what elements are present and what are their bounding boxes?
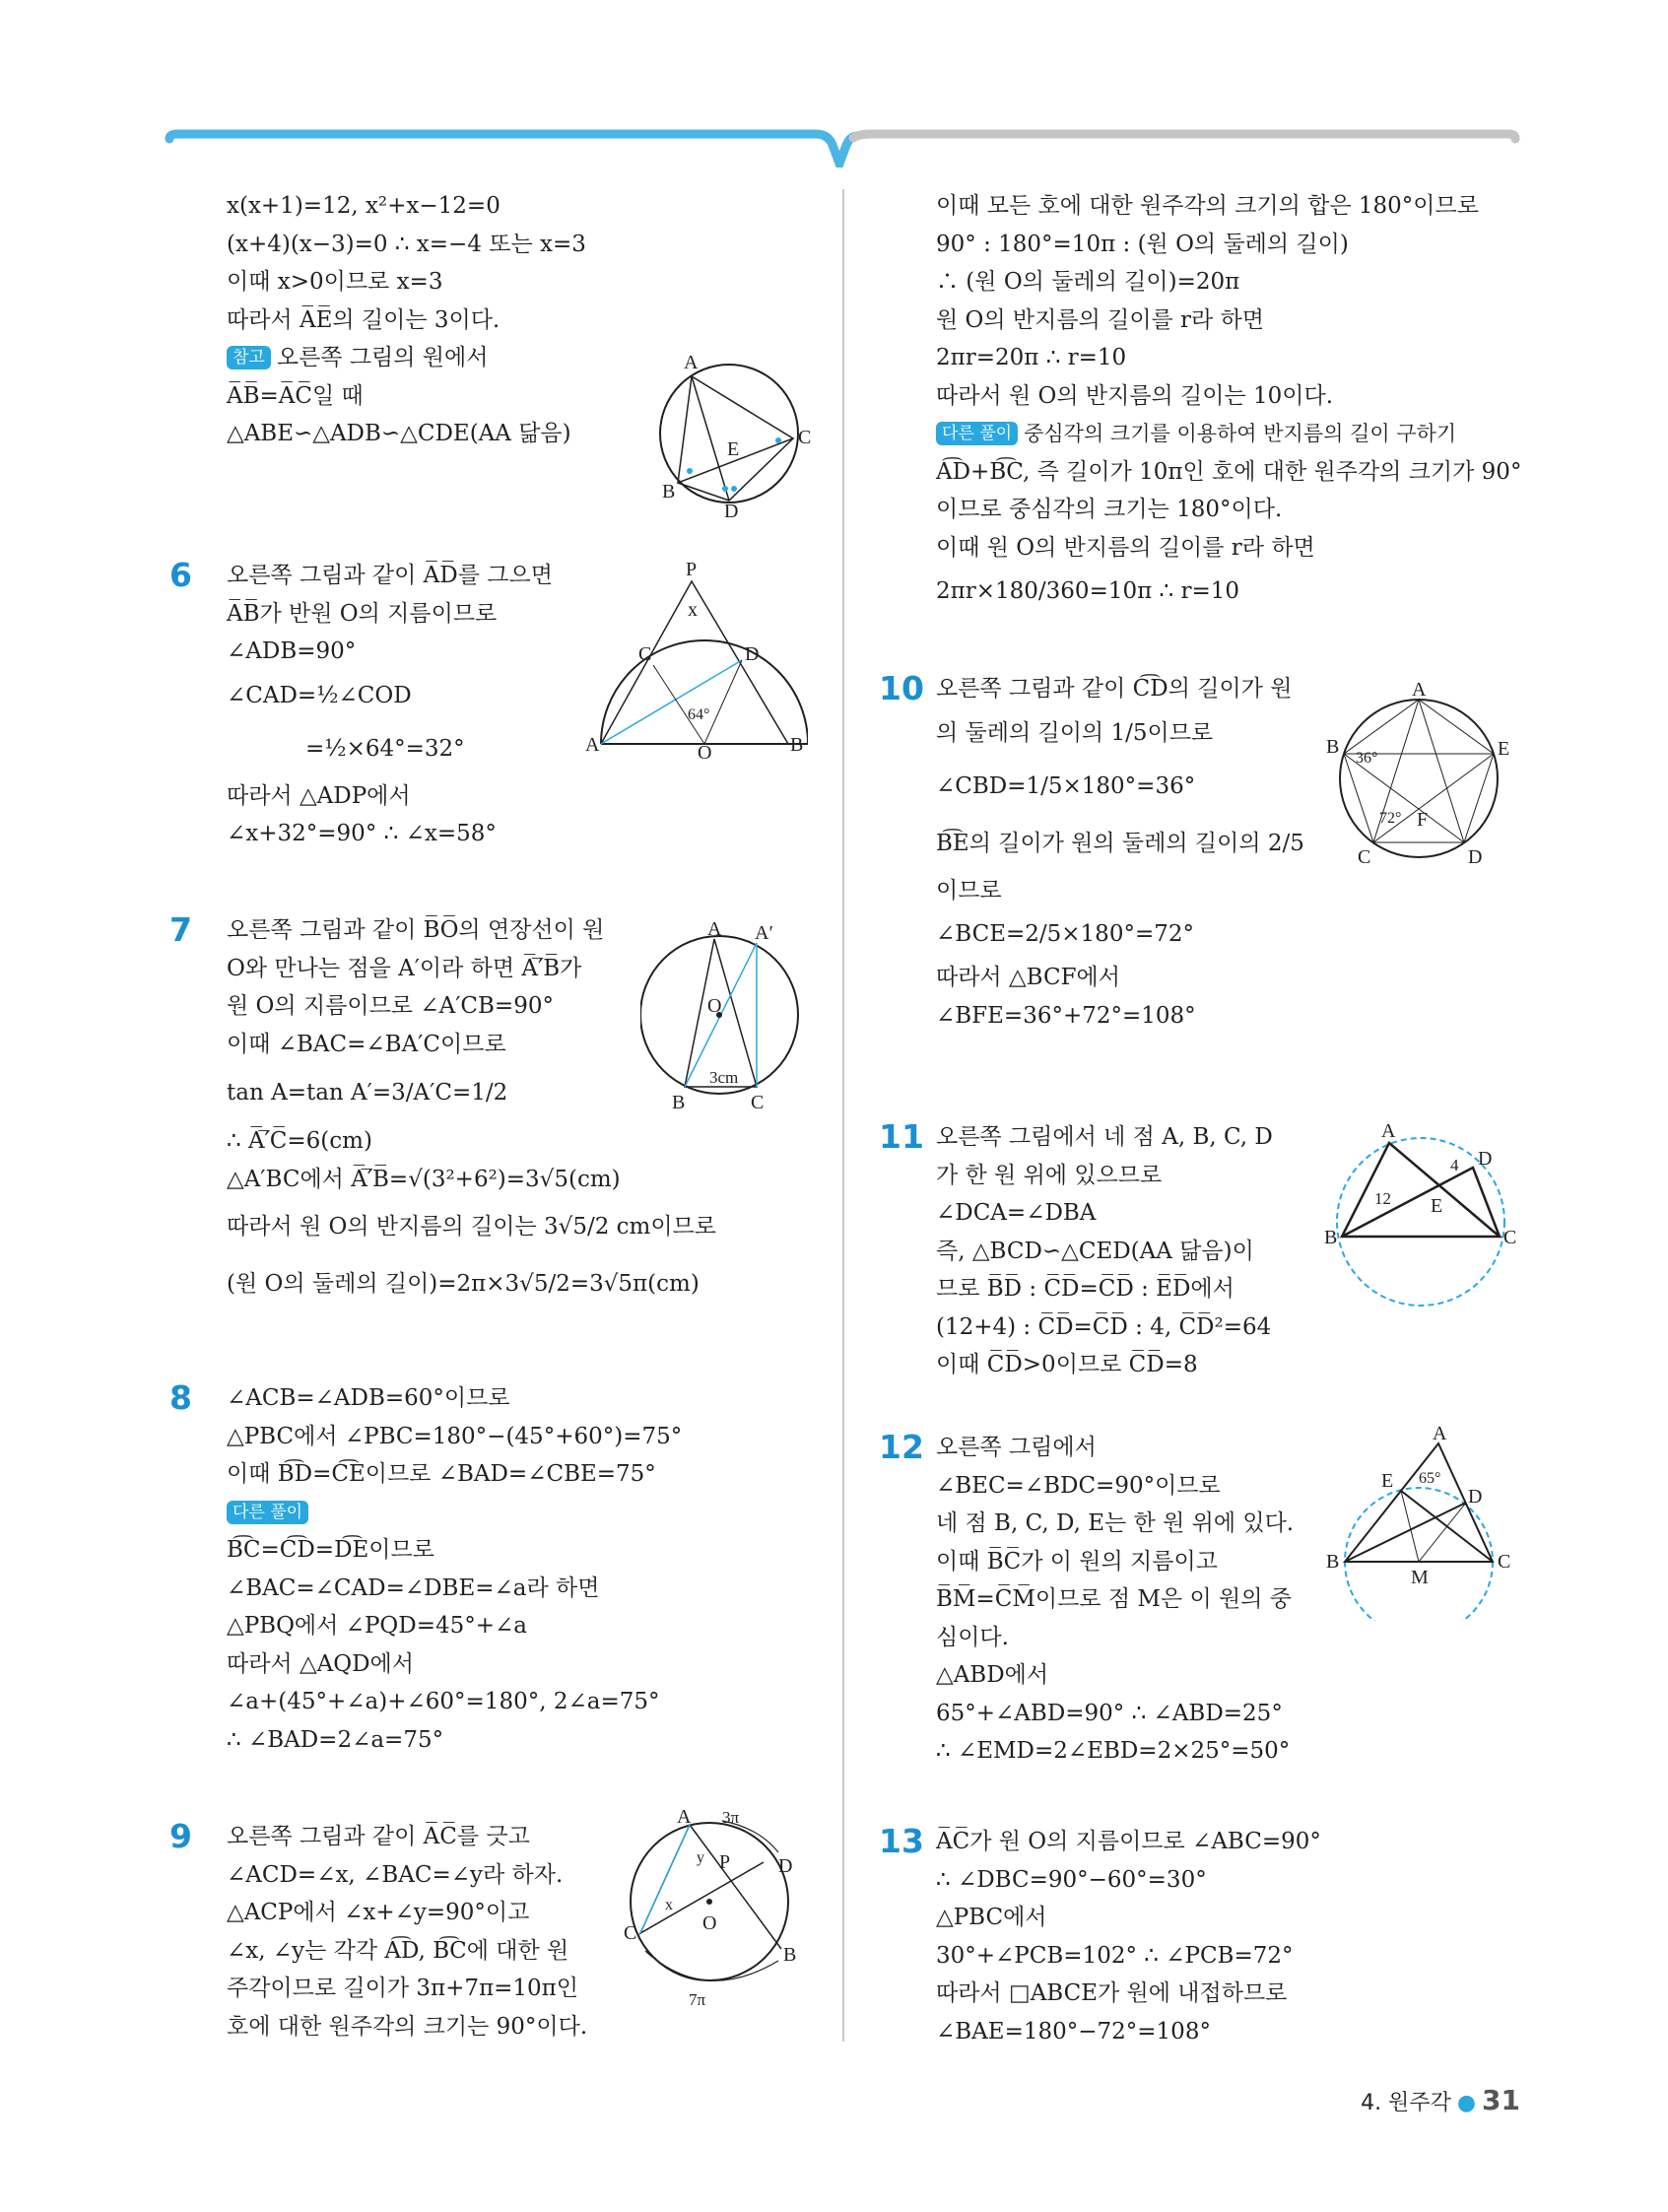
problem-12: [879, 1428, 1295, 1771]
text-line: ∠ACB=∠ADB=60°이므로: [227, 1385, 510, 1411]
text-line: 30°+∠PCB=102° ∴ ∠PCB=72°: [936, 1942, 1294, 1969]
text-line: 따라서 △BCF에서: [936, 965, 1120, 990]
fig-label: A′: [755, 922, 773, 944]
fig-label: 3cm: [709, 1068, 739, 1087]
text-line: (x+4)(x−3)=0 ∴ x=−4 또는 x=3: [227, 231, 586, 257]
text-line: ∠BAE=180°−72°=108°: [936, 2018, 1211, 2044]
text-line: ∴ (원 O의 둘레의 길이)=20π: [936, 269, 1240, 295]
fig-label: A: [1381, 1120, 1396, 1142]
text-line: 오른쪽 그림과 같이 A̅C̅를 긋고: [227, 1824, 530, 1849]
alt-solution-tag: 다른 풀이: [227, 1501, 308, 1524]
fig-label: C: [1358, 846, 1371, 868]
fig-label: B: [783, 1944, 797, 1966]
fig-label: O: [702, 1912, 717, 1934]
text-line: 즉, △BCD∽△CED(AA 닮음)이: [936, 1238, 1254, 1264]
text-line: 호에 대한 원주각의 크기는 90°이다.: [227, 2013, 588, 2040]
fig-label: 7π: [689, 1990, 706, 2009]
fig-label: D: [724, 501, 739, 517]
text-line: 이때 B̅C̅가 이 원의 지름이고: [936, 1548, 1218, 1575]
text-line: 이때 원 O의 반지름의 길이를 r라 하면: [936, 534, 1315, 561]
text-line: B̅M̅=C̅M̅이므로 점 M은 이 원의 중: [936, 1586, 1292, 1612]
fig-label: x: [688, 599, 698, 621]
problem-13: [879, 1822, 1321, 2050]
note-tag: 참고: [227, 346, 271, 369]
problem-number: 12: [879, 1428, 924, 1466]
problem-number: 7: [169, 910, 192, 949]
fig-label: F: [1417, 809, 1429, 831]
text-line: A̅B̅가 반원 O의 지름이므로: [227, 600, 498, 627]
text-line: 원 O의 반지름의 길이를 r라 하면: [936, 306, 1265, 333]
text-line: 이므로 중심각의 크기는 180°이다.: [936, 497, 1283, 522]
problem-6: [169, 556, 553, 853]
fig-label: 3π: [722, 1808, 740, 1827]
text-line: 이때 C̅D̅>0이므로 C̅D̅=8: [936, 1352, 1198, 1377]
fig-label: A: [707, 921, 722, 940]
problem-number: 13: [879, 1822, 924, 1860]
text-line: tan A=tan A′=3/A′C=1/2: [227, 1080, 508, 1106]
text-line: 이때 x>0이므로 x=3: [227, 269, 443, 295]
text-line: △PBC에서 ∠PBC=180°−(45°+60°)=75°: [227, 1423, 683, 1449]
fig-label: E: [1381, 1470, 1394, 1492]
text-line: A̅B̅=A̅C̅일 때: [227, 382, 364, 409]
text-line: △ABE∽△ADB∽△CDE(AA 닮음): [227, 421, 571, 446]
text-line: 심이다.: [936, 1624, 1009, 1650]
text-line: 의 둘레의 길이의 1/5이므로: [936, 719, 1214, 746]
fig-label: x: [665, 1897, 673, 1913]
fig-label: 64°: [688, 706, 710, 723]
text-line: ∠x+32°=90° ∴ ∠x=58°: [227, 821, 497, 846]
text-line: 가 한 원 위에 있으므로: [936, 1162, 1163, 1188]
note-line: [227, 339, 586, 377]
text-line: 이때 ∠BAC=∠BA′C이므로: [227, 1031, 506, 1057]
fig-label: A: [1433, 1424, 1447, 1444]
fig-label: y: [697, 1849, 704, 1866]
text-line: 네 점 B, C, D, E는 한 원 위에 있다.: [936, 1510, 1295, 1536]
text-line: B͡C=C͡D=D͡E이므로: [227, 1537, 434, 1563]
text-line: ∠a+(45°+∠a)+∠60°=180°, 2∠a=75°: [227, 1689, 660, 1714]
text-line: 따라서 △AQD에서: [227, 1650, 414, 1677]
problem-number: 9: [169, 1817, 192, 1855]
text-line: 2πr=20π ∴ r=10: [936, 345, 1127, 370]
text-line: 90° : 180°=10π : (원 O의 둘레의 길이): [936, 231, 1349, 257]
text-line: 65°+∠ABD=90° ∴ ∠ABD=25°: [936, 1700, 1283, 1726]
problem-number: 11: [879, 1117, 924, 1156]
fig-label: E: [1431, 1195, 1443, 1217]
text-line: △PBQ에서 ∠PQD=45°+∠a: [227, 1613, 528, 1639]
text-line: ∠BFE=36°+72°=108°: [936, 1002, 1196, 1029]
fig-label: B: [1326, 1551, 1340, 1573]
problem-8: [169, 1378, 683, 1759]
text-line: 따라서 △ADP에서: [227, 782, 411, 809]
problem-10: [879, 669, 1304, 1035]
text-line: △A′BC에서 A̅′̅B̅=√(3²+6²)=3√5(cm): [227, 1166, 621, 1192]
text-line: 주각이므로 길이가 3π+7π=10π인: [227, 1976, 579, 2001]
figure-10-circle: [1320, 680, 1517, 876]
fig-label: B: [672, 1092, 686, 1113]
text-line: △PBC에서: [936, 1905, 1047, 1930]
text-line: ∠CBD=1/5×180°=36°: [936, 772, 1196, 799]
text-line: 따라서 원 O의 반지름의 길이는 3√5/2 cm이므로: [227, 1214, 716, 1240]
fig-label: 65°: [1419, 1470, 1441, 1487]
figure-11-circle: [1320, 1113, 1517, 1314]
fig-label: B: [662, 481, 676, 503]
page-number: 31: [1482, 2084, 1520, 2116]
fig-label: E: [1498, 738, 1510, 760]
text-line: 2πr×180/360=10π ∴ r=10: [936, 578, 1240, 604]
fig-label: 12: [1374, 1189, 1391, 1208]
problem-9-continuation: [936, 187, 1521, 616]
fig-label: A: [677, 1806, 692, 1828]
text-line: ∠x, ∠y는 각각 A͡D, B͡C에 대한 원: [227, 1937, 569, 1964]
column-divider: [842, 189, 844, 2042]
text-line: O와 만나는 점을 A′이라 하면 A̅′̅B̅가: [227, 955, 582, 981]
text-line: (원 O의 둘레의 길이)=2π×3√5/2=3√5π(cm): [227, 1271, 700, 1297]
figure-5-circle: [640, 345, 818, 521]
text-line: 따라서 □ABCE가 원에 내접하므로: [936, 1980, 1288, 2006]
problem-number: 10: [879, 669, 924, 707]
text-line: 오른쪽 그림과 같이 A̅D̅를 그으면: [227, 563, 553, 588]
fig-label: D: [745, 643, 760, 665]
alt-solution-tag: 다른 풀이: [936, 422, 1018, 445]
text-line: 따라서 원 O의 반지름의 길이는 10이다.: [936, 382, 1334, 409]
text-line: ∠ADB=90°: [227, 638, 357, 664]
text-line: ∴ ∠EMD=2∠EBD=2×25°=50°: [936, 1738, 1291, 1764]
fig-label: C: [624, 1922, 637, 1944]
fig-label: M: [1411, 1567, 1429, 1588]
page-footer: 4. 원주각 ● 31: [1361, 2084, 1520, 2116]
text-line: B͡E의 길이가 원의 둘레의 길이의 2/5: [936, 830, 1304, 856]
text-line: (12+4) : C̅D̅=C̅D̅ : 4, C̅D̅²=64: [936, 1313, 1272, 1340]
fig-label: A: [585, 734, 600, 756]
text-line: 이때 B͡D=C͡E이므로 ∠BAD=∠CBE=75°: [227, 1461, 656, 1487]
fig-label: D: [778, 1855, 793, 1877]
text-line: ∠ACD=∠x, ∠BAC=∠y라 하자.: [227, 1861, 564, 1888]
figure-9-circle: [616, 1803, 808, 2014]
text-line: ∴ ∠DBC=90°−60°=30°: [936, 1866, 1207, 1893]
fig-label: E: [727, 438, 740, 460]
fig-label: D: [1468, 1486, 1483, 1508]
figure-7-circle: [640, 921, 818, 1117]
text-line: ∠BAC=∠CAD=∠DBE=∠a라 하면: [227, 1575, 600, 1601]
fig-label: C: [751, 1092, 765, 1113]
fig-label: C: [1503, 1227, 1517, 1248]
fig-label: P: [719, 1851, 731, 1873]
text-line: ∠DCA=∠DBA: [936, 1200, 1097, 1226]
figure-6-semicircle: [581, 562, 808, 763]
text-line: ∠BEC=∠BDC=90°이므로: [936, 1472, 1221, 1499]
fig-label: 72°: [1379, 810, 1402, 827]
text-line: 따라서 A̅E̅의 길이는 3이다.: [227, 306, 500, 333]
fig-label: D: [1478, 1148, 1493, 1170]
fig-label: A: [1412, 680, 1427, 701]
fig-label: O: [707, 995, 722, 1017]
problem-11: [879, 1117, 1273, 1384]
fig-label: O: [698, 742, 712, 759]
fig-label: 4: [1450, 1156, 1459, 1174]
text-line: x(x+1)=12, x²+x−12=0: [227, 193, 500, 219]
chapter-title: 4. 원주각: [1361, 2091, 1451, 2115]
text-line: =½×64°=32°: [305, 735, 465, 762]
text-line: 원 O의 지름이므로 ∠A′CB=90°: [227, 993, 554, 1019]
fig-label: B: [790, 734, 804, 756]
problem-9: [169, 1817, 588, 2045]
figure-12-circle: [1320, 1424, 1517, 1625]
problem-5-continuation: [227, 187, 586, 453]
fig-label: B: [1326, 736, 1340, 758]
text-line: 므로 B̅D̅ : C̅D̅=C̅D̅ : E̅D̅에서: [936, 1276, 1234, 1302]
text-line: 오른쪽 그림에서 네 점 A, B, C, D: [936, 1124, 1273, 1150]
text-line: 오른쪽 그림과 같이 C͡D의 길이가 원: [936, 676, 1293, 702]
text-line: ∠CAD=½∠COD: [227, 682, 412, 708]
text-line: 오른쪽 그림에서: [936, 1435, 1097, 1460]
fig-label: A: [684, 352, 699, 373]
text-line: △ABD에서: [936, 1662, 1049, 1688]
text-line: 이때 모든 호에 대한 원주각의 크기의 합은 180°이므로: [936, 193, 1479, 219]
fig-label: 36°: [1356, 750, 1378, 767]
text-line: 오른쪽 그림의 원에서: [276, 345, 489, 370]
text-line: ∠BCE=2/5×180°=72°: [936, 921, 1194, 947]
text-line: ∴ ∠BAD=2∠a=75°: [227, 1726, 444, 1753]
fig-label: B: [1324, 1227, 1338, 1248]
text-line: ∴ A̅′̅C̅=6(cm): [227, 1128, 372, 1154]
fig-label: C: [638, 643, 652, 665]
text-line: 오른쪽 그림과 같이 B̅O̅의 연장선이 원: [227, 917, 605, 943]
fig-label: C: [1498, 1551, 1511, 1573]
alt-solution-title: 중심각의 크기를 이용하여 반지름의 길이 구하기: [1024, 422, 1457, 445]
text-line: 이므로: [936, 877, 1002, 904]
header-bar: [0, 0, 1668, 168]
fig-label: D: [1468, 846, 1483, 868]
fig-label: C: [798, 427, 812, 448]
problem-number: 6: [169, 556, 192, 594]
text-line: A̅C̅가 원 O의 지름이므로 ∠ABC=90°: [936, 1829, 1321, 1854]
problem-number: 8: [169, 1378, 192, 1417]
text-line: A͡D+B͡C, 즉 길이가 10π인 호에 대한 원주각의 크기가 90°: [936, 458, 1522, 485]
fig-label: P: [686, 562, 698, 580]
text-line: △ACP에서 ∠x+∠y=90°이고: [227, 1900, 530, 1925]
